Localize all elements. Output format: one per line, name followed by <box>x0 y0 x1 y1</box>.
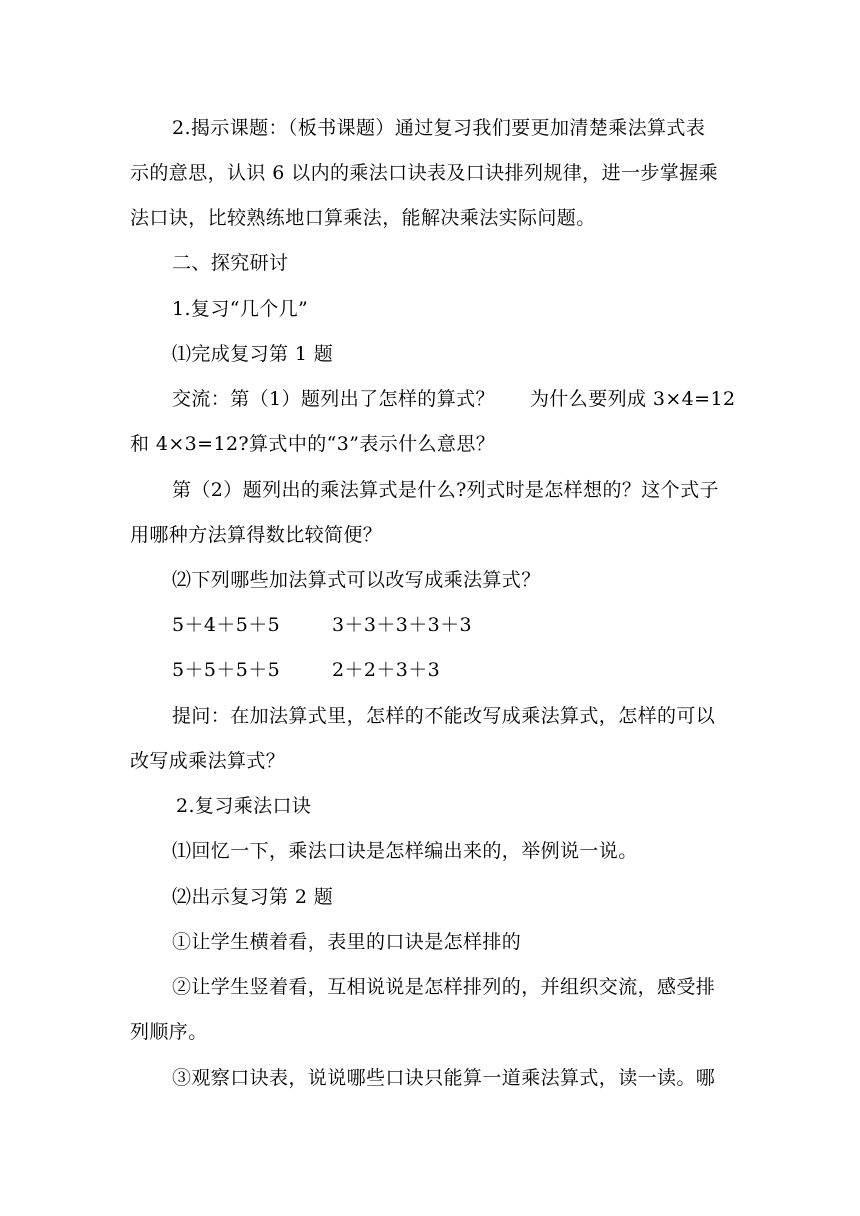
paragraph-line: ③观察口诀表，说说哪些口诀只能算一道乘法算式，读一读。哪 <box>172 1067 716 1089</box>
paragraph-line: 提问：在加法算式里，怎样的不能改写成乘法算式，怎样的可以 <box>172 705 716 727</box>
expression: 5＋4＋5＋5 <box>172 614 281 636</box>
expression: 2＋2＋3＋3 <box>332 659 441 681</box>
paragraph-line: ⑵出示复习第 2 题 <box>172 886 334 908</box>
subsection-heading: 1.复习“几个几” <box>172 298 309 320</box>
paragraph-line: 和 4×3=12?算式中的“3”表示什么意思？ <box>130 433 496 455</box>
paragraph-line: 法口诀，比较熟练地口算乘法，能解决乘法实际问题。 <box>130 207 596 229</box>
paragraph-line: 列顺序。 <box>130 1021 208 1043</box>
paragraph-line: 第（2）题列出的乘法算式是什么?列式时是怎样想的？这个式子 <box>172 479 719 501</box>
paragraph-line: ①让学生横着看，表里的口诀是怎样排的 <box>172 931 522 953</box>
paragraph-line: 为什么要列成 3×4=12 <box>530 388 736 410</box>
paragraph-line: 交流：第（1）题列出了怎样的算式？ <box>172 388 495 410</box>
paragraph-line: ②让学生竖着看，互相说说是怎样排列的，并组织交流，感受排 <box>172 976 716 998</box>
paragraph-line: ⑵下列哪些加法算式可以改写成乘法算式？ <box>172 569 541 591</box>
paragraph-line: 用哪种方法算得数比较简便？ <box>130 524 383 546</box>
section-heading: 二、探究研讨 <box>172 252 289 274</box>
subsection-heading: 2.复习乘法口诀 <box>176 795 312 817</box>
expression: 3＋3＋3＋3＋3 <box>332 614 473 636</box>
expression: 5＋5＋5＋5 <box>172 659 281 681</box>
paragraph-line: 2.揭示课题：（板书课题）通过复习我们要更加清楚乘法算式表 <box>172 117 706 139</box>
paragraph-line: ⑴完成复习第 1 题 <box>172 343 334 365</box>
paragraph-line: 改写成乘法算式？ <box>130 750 286 772</box>
paragraph-line: ⑴回忆一下，乘法口诀是怎样编出来的，举例说一说。 <box>172 840 638 862</box>
paragraph-line: 示的意思，认识 6 以内的乘法口诀表及口诀排列规律，进一步掌握乘 <box>130 162 718 184</box>
